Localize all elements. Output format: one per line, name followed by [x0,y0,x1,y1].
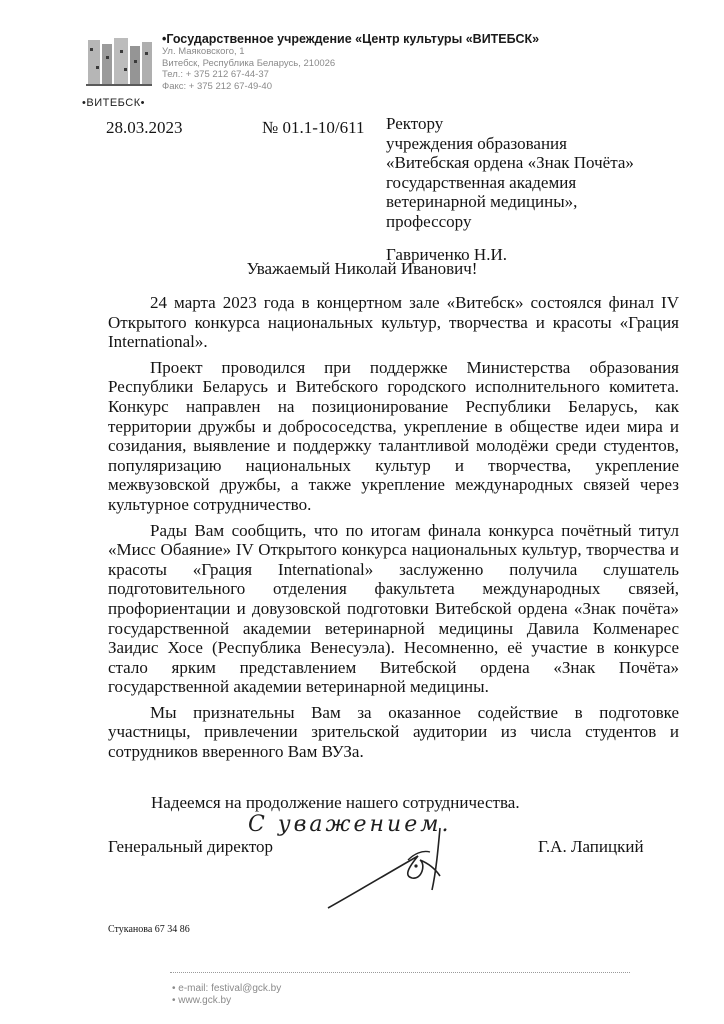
footer [172,983,281,1007]
addressee-line: профессору [386,211,472,231]
body-paragraph: 24 марта 2023 года в концертном зале «Витебск» состоялся финал IV Открытого конкурса национальных культур, творчества и красоты «Грация International». [108,293,679,352]
body-paragraph: Рады Вам сообщить, что по итогам финала конкурса почётный титул «Мисс Обаяние» IV Открытого конкурса национальных культур, творчества и красоты «Грация International» заслуженно получила слушатель подготовительного отделения факультета международных связей, профориентации и довузовской подготовки Витебской ордена «Знак почёта» государственной академии ветеринарной медицины Давила Колменарес Заидис Хосе (Республика Венесуэла). Несомненно, её участие в конкурсе стало ярким представлением Витебской ордена «Знак Почёта» государственной академии ветеринарной медицины. [108,520,679,697]
organization-block [162,32,539,92]
handwritten-regards: С уважением. [248,812,452,837]
addressee-spacer [386,231,634,245]
letter-date: 28.03.2023 [106,118,183,137]
footer-email: • e-mail: festival@gck.by [172,983,282,994]
closing-line: Надеемся на продолжение нашего сотрудничества. [151,793,520,812]
body-paragraph: Мы признательны Вам за оказанное содействие в подготовке участницы, привлечении зрительской аудитории из числа студентов и сотрудников вверенного Вам ВУЗа. [108,702,679,762]
salutation: Уважаемый Николай Иванович! [246,259,478,278]
executor-note: Стуканова 67 34 86 [108,924,190,935]
org-address-city: Витебск, Республика Беларусь, 210026 [162,57,336,69]
logo-caption: •ВИТЕБСК• [82,97,145,109]
addressee-line: «Витебская ордена «Знак Почёта» [386,153,634,172]
organization-name: •Государственное учреждение «Центр культуры «ВИТЕБСК» [162,32,540,46]
signatory-position: Генеральный директор [108,837,274,856]
letter-number: № 01.1-10/611 [262,118,365,137]
letterhead [78,30,698,120]
footer-divider [170,972,630,973]
signature-scribble [290,820,480,915]
org-fax: Факс: + 375 212 67-49-40 [162,80,272,92]
addressee-line: ветеринарной медицины», [386,192,578,211]
addressee-line: государственная академия [386,172,577,192]
centr-vitebsk-logo [82,34,156,98]
letter-body [108,293,679,768]
signatory-name: Г.А. Лапицкий [538,837,644,856]
org-address-street: Ул. Маяковского, 1 [162,46,245,57]
footer-website: • www.gck.by [172,995,232,1006]
addressee-name: Гавриченко Н.И. [386,245,507,264]
addressee-block [386,114,634,265]
addressee-line: учреждения образования [386,133,567,153]
org-phone: Тел.: + 375 212 67-44-37 [162,69,269,80]
addressee-line: Ректору [386,114,444,133]
body-paragraph: Проект проводился при поддержке Министерства образования Республики Беларусь и Витебского городского исполнительного комитета. Конкурс направлен на позиционирование Республики Беларусь, как территории дружбы и добрососедства, укрепление в обществе идеи мира и созидания, выявление и поддержку талантливой молодёжи среди студентов, популяризацию национальных культур и творчества, укрепление межвузовской дружбы, а также укрепление международных связей через культурное сотрудничество. [108,357,679,514]
